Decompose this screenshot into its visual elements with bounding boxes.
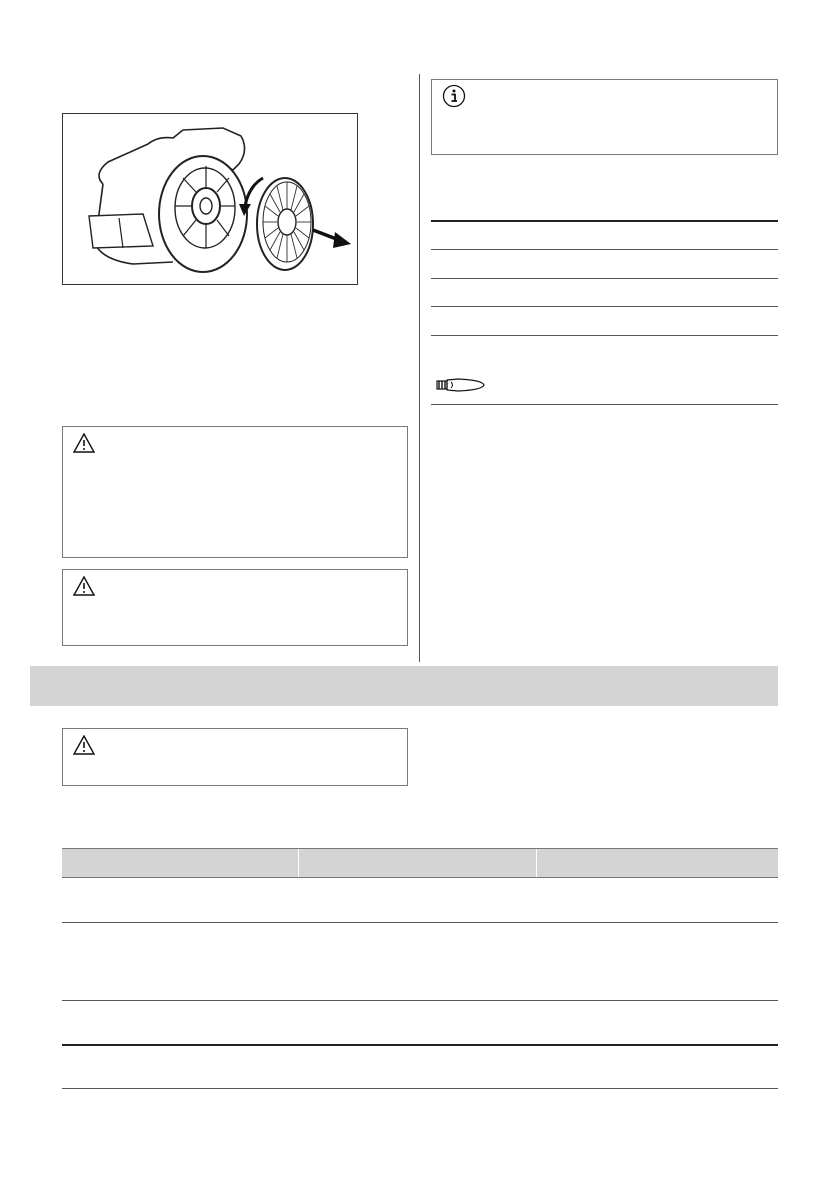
info-box [431, 79, 778, 155]
table-header-divider [298, 849, 299, 877]
warning-triangle-icon [73, 433, 95, 453]
warning-box-3 [62, 728, 408, 786]
spec-table-row-rule [431, 306, 778, 307]
table-row-rule [62, 922, 778, 923]
spec-table-bottom-rule [431, 404, 778, 405]
table-bottom-rule [62, 1088, 778, 1089]
warning-box-2 [62, 569, 408, 646]
spec-table-row-rule [431, 249, 778, 250]
table-row-rule [62, 1000, 778, 1001]
info-circle-icon [442, 84, 466, 108]
table-header-row [62, 848, 778, 878]
section-heading-band [30, 666, 778, 706]
warning-triangle-icon [73, 576, 95, 596]
warning-triangle-icon [73, 735, 95, 755]
spec-table-top-rule [431, 220, 778, 222]
column-divider [419, 74, 420, 662]
spec-table-row-rule [431, 335, 778, 336]
warning-box-1 [62, 426, 408, 558]
fan-filter-removal-illustration [63, 114, 357, 284]
spec-table-row-rule [431, 278, 778, 279]
table-row-rule [62, 1044, 778, 1046]
filter-removal-figure [62, 113, 358, 285]
table-header-divider [536, 849, 537, 877]
candle-lamp-bulb-icon [436, 376, 486, 394]
